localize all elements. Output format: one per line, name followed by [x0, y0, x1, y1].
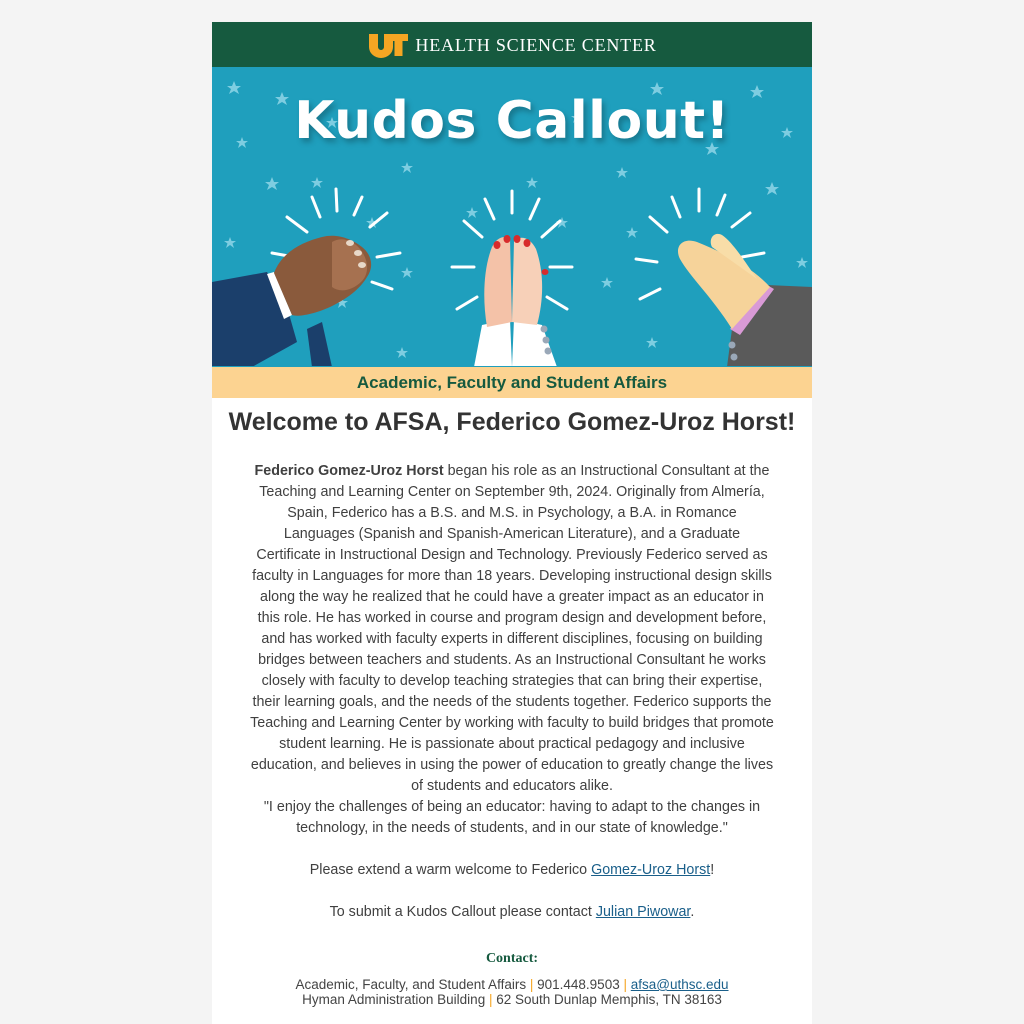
contact-building: Hyman Administration Building	[302, 992, 486, 1007]
email-container	[212, 22, 812, 1024]
separator: |	[488, 992, 493, 1007]
employee-name: Federico Gomez-Uroz Horst	[254, 463, 444, 479]
welcome-suffix: !	[710, 862, 715, 878]
contact-line-1	[212, 977, 812, 992]
contact-email-link[interactable]: afsa@uthsc.edu	[630, 977, 729, 992]
contact-phone: 901.448.9503	[537, 977, 620, 992]
brand-header	[212, 22, 812, 67]
hero-title: Kudos Callout!	[294, 91, 730, 151]
submit-suffix: .	[690, 904, 695, 920]
contact-title: Contact:	[485, 951, 539, 966]
department-name: Academic, Faculty and Student Affairs	[356, 372, 668, 392]
contact-person-link[interactable]: Julian Piwowar	[595, 904, 691, 920]
bio-text: began his role as an Instructional Consultant at the Teaching and Learning Center on September 9th, 2024. Originally from Almería, Spain, Federico has a B.S. and M.S. in Psychology, a B.A. in Romance Languages (Spanish and Spanish-American Literature), and a Graduate Certificate in Instructional Design and Technology. Previously Federico served as faculty in Languages for more than 18 years. Developing instructional design skills along the way he realized that he could have a greater impact as an educator in this role. He has worked in course and program design and development before, and has worked with faculty experts in different disciplines, focusing on building bridges between teachers and students. As an Instructional Consultant he works closely with faculty to develop teaching strategies that can bring their expertise, their learning goals, and the needs of the students together. Federico supports the Teaching and Learning Center by working with faculty to build bridges that promote student learning. He is passionate about practical pedagogy and inclusive education, and believes in using the power of education to greatly change the lives of students and educators alike.	[250, 463, 774, 794]
contact-line-2	[212, 992, 812, 1007]
welcome-paragraph	[250, 860, 774, 881]
ut-logo-icon[interactable]	[367, 32, 409, 58]
department-bar	[212, 367, 812, 398]
bio-paragraph	[250, 461, 774, 797]
separator: |	[529, 977, 534, 992]
contact-org: Academic, Faculty, and Student Affairs	[295, 977, 527, 992]
separator: |	[623, 977, 627, 992]
contact-address: 62 South Dunlap Memphis, TN 38163	[496, 992, 722, 1007]
hero-banner	[212, 67, 812, 367]
employee-name-link[interactable]: Gomez-Uroz Horst	[591, 862, 711, 878]
submit-text: To submit a Kudos Callout please contact	[329, 904, 596, 920]
brand-name: HEALTH SCIENCE CENTER	[415, 35, 657, 55]
submit-paragraph	[250, 902, 774, 923]
welcome-text: Please extend a warm welcome to Federico	[309, 862, 592, 878]
quote-paragraph: "I enjoy the challenges of being an educator: having to adapt to the changes in technology, in the needs of students, and in our state of knowledge."	[263, 799, 761, 836]
article-body	[250, 461, 774, 923]
article-heading: Welcome to AFSA, Federico Gomez-Uroz Horst!	[228, 408, 796, 436]
